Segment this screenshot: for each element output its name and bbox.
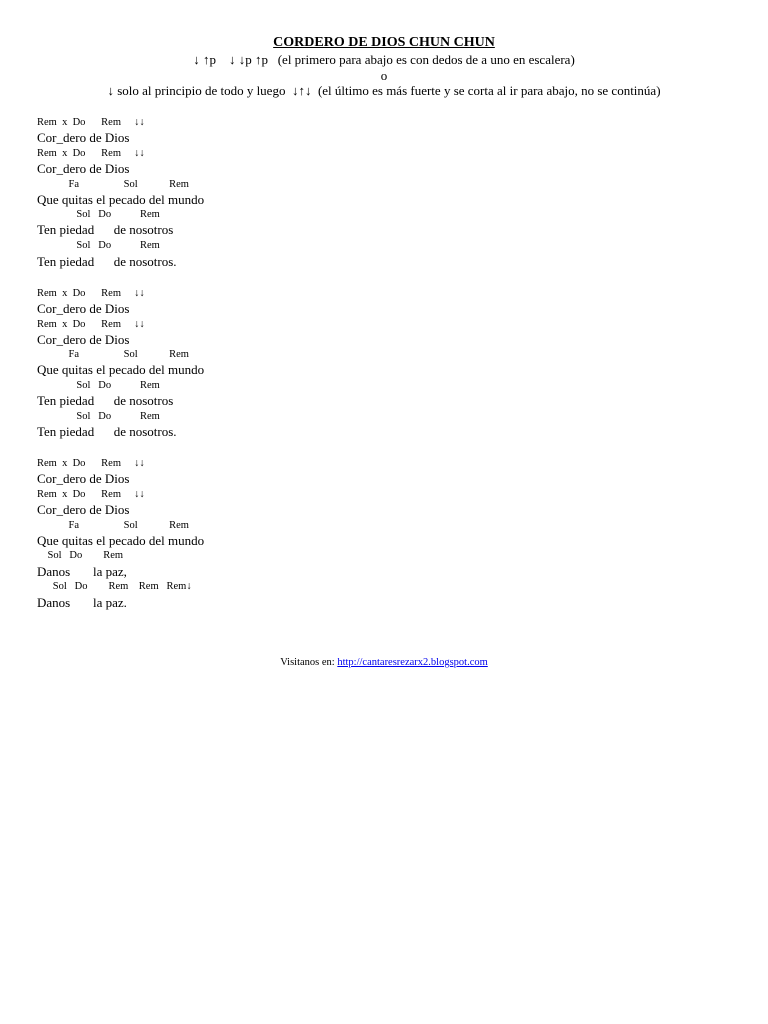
footer-label: Visitanos en: [280,657,338,668]
song-title: CORDERO DE DIOS CHUN CHUN [273,35,495,50]
chord-line: Sol Do Rem [37,380,160,391]
strum-pattern-line: ↓ ↑p ↓ ↓p ↑p (el primero para abajo es con dedos de a uno en escalera) [193,52,575,67]
chord-line: Sol Do Rem [37,550,124,561]
lyric-line: Ten piedad de nosotros [37,222,174,237]
chord-line: Sol Do Rem [37,209,160,220]
strum-note-line: ↓ solo al principio de todo y luego ↓↑↓ (el último es más fuerte y se corta al ir para abajo, no se continúa) [107,83,661,98]
chord-line: Rem x Do Rem ↓↓ [37,148,145,159]
lyric-line: Que quitas el pecado del mundo [37,192,205,207]
lyric-line: Cor_dero de Dios [37,502,130,517]
chord-line: Fa Sol Rem [37,349,189,360]
lyric-line: Cor_dero de Dios [37,301,130,316]
lyric-line: Ten piedad de nosotros. [37,424,177,439]
lyric-line: Danos la paz, [37,564,127,579]
chord-line: Sol Do Rem [37,240,160,251]
chord-line: Fa Sol Rem [37,520,189,531]
lyric-line: Cor_dero de Dios [37,130,130,145]
chord-line: Fa Sol Rem [37,179,189,190]
lyric-line: Cor_dero de Dios [37,332,130,347]
chord-line: Sol Do Rem [37,411,160,422]
chord-line: Sol Do Rem Rem Rem↓ [37,581,192,592]
lyric-line: Ten piedad de nosotros. [37,254,177,269]
footer [0,656,768,669]
blog-link[interactable]: http://cantaresrezarx2.blogspot.com [337,657,488,668]
lyric-line: Que quitas el pecado del mundo [37,533,205,548]
chord-line: Rem x Do Rem ↓↓ [37,489,145,500]
or-separator: o [380,68,388,83]
lyric-line: Ten piedad de nosotros [37,393,174,408]
chord-line: Rem x Do Rem ↓↓ [37,319,145,330]
lyric-line: Danos la paz. [37,595,127,610]
lyric-line: Cor_dero de Dios [37,471,130,486]
lyric-line: Cor_dero de Dios [37,161,130,176]
lyric-line: Que quitas el pecado del mundo [37,362,205,377]
chord-line: Rem x Do Rem ↓↓ [37,117,145,128]
chord-line: Rem x Do Rem ↓↓ [37,458,145,469]
chord-line: Rem x Do Rem ↓↓ [37,288,145,299]
